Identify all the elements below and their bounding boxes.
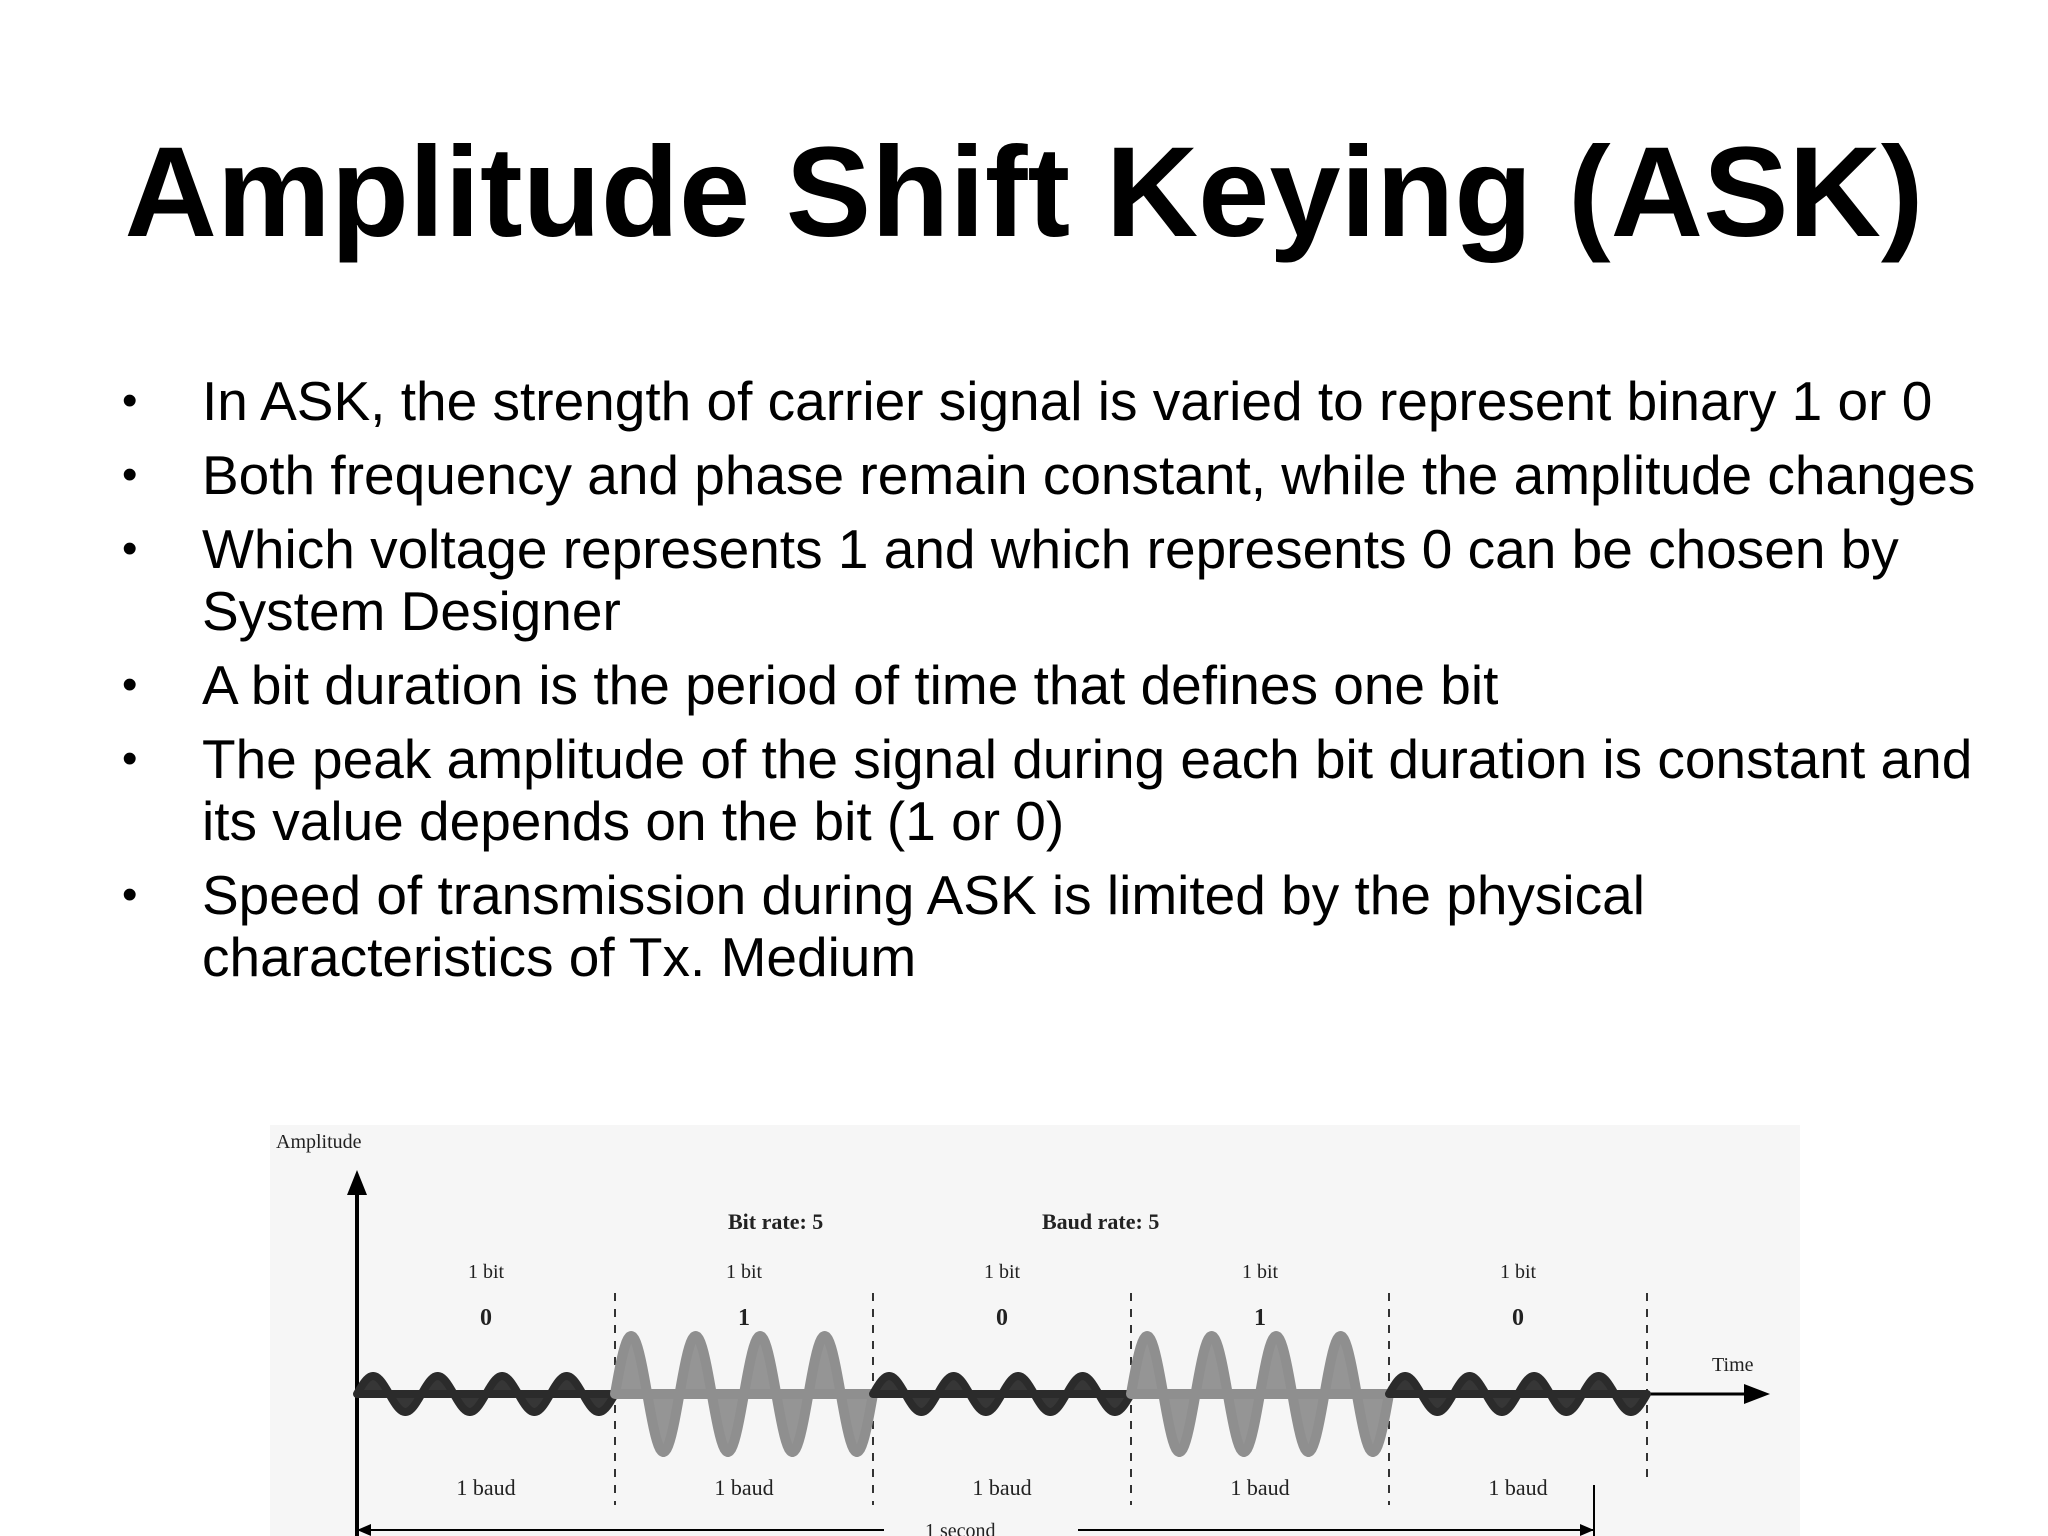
low-amplitude-wave <box>1389 1376 1647 1412</box>
bullet-item <box>118 518 1978 642</box>
bullet-dot-icon: • <box>122 734 138 783</box>
amplitude-axis-arrow-icon <box>347 1170 367 1195</box>
bullet-item <box>118 654 1978 716</box>
baud-label: 1 baud <box>714 1475 774 1500</box>
high-amplitude-wave <box>615 1336 873 1452</box>
bullet-item <box>118 728 1978 852</box>
bullet-dot-icon: • <box>122 376 138 425</box>
bullet-text: Both frequency and phase remain constant, while the amplitude changes <box>202 444 1976 506</box>
low-amplitude-wave <box>873 1376 1131 1412</box>
time-axis-label: Time <box>1712 1354 1754 1376</box>
baud-label: 1 baud <box>456 1475 516 1500</box>
bit-duration-label: 1 bit <box>1499 1261 1537 1283</box>
bullet-text: Speed of transmission during ASK is limited by the physical characteristics of Tx. Medium <box>202 864 1645 988</box>
baud-label: 1 baud <box>1488 1475 1548 1500</box>
bit-value-label: 0 <box>480 1305 492 1331</box>
slide-title: Amplitude Shift Keying (ASK) <box>124 121 1924 264</box>
bullet-text: A bit duration is the period of time that defines one bit <box>202 654 1499 716</box>
bullet-text: The peak amplitude of the signal during each bit duration is constant and its value depends on the bit (1 or 0) <box>202 728 1973 852</box>
ask-waveform <box>357 1336 1647 1452</box>
baud-label: 1 baud <box>1230 1475 1290 1500</box>
ask-diagram-svg <box>270 1125 1800 1536</box>
bit-rate-label: Bit rate: 5 <box>728 1209 824 1234</box>
bullet-dot-icon: • <box>122 660 138 709</box>
bullet-dot-icon: • <box>122 524 138 573</box>
high-amplitude-wave <box>1131 1336 1389 1452</box>
low-amplitude-wave <box>357 1376 615 1412</box>
duration-right-arrow-icon <box>1580 1524 1594 1536</box>
ask-diagram <box>270 1125 1800 1536</box>
bullet-item <box>118 864 1978 988</box>
bit-duration-label: 1 bit <box>1241 1261 1279 1283</box>
bit-value-label: 0 <box>1512 1305 1524 1331</box>
bullet-list <box>118 370 1978 1000</box>
amplitude-axis-label: Amplitude <box>276 1131 362 1153</box>
time-axis-arrow-icon <box>1744 1384 1770 1404</box>
baud-label: 1 baud <box>972 1475 1032 1500</box>
bullet-dot-icon: • <box>122 870 138 919</box>
bullet-dot-icon: • <box>122 450 138 499</box>
baud-rate-label: Baud rate: 5 <box>1042 1209 1160 1234</box>
bullet-text: Which voltage represents 1 and which represents 0 can be chosen by System Designer <box>202 518 1899 642</box>
bullet-item <box>118 370 1978 432</box>
bit-duration-label: 1 bit <box>983 1261 1021 1283</box>
bit-value-label: 0 <box>996 1305 1008 1331</box>
duration-label: 1 second <box>925 1520 996 1536</box>
bullet-item <box>118 444 1978 506</box>
duration-left-arrow-icon <box>357 1524 371 1536</box>
bit-duration-label: 1 bit <box>725 1261 763 1283</box>
bullet-text: In ASK, the strength of carrier signal is varied to represent binary 1 or 0 <box>202 370 1933 432</box>
bit-value-label: 1 <box>1254 1305 1266 1331</box>
bit-value-label: 1 <box>738 1305 750 1331</box>
bit-duration-label: 1 bit <box>467 1261 505 1283</box>
